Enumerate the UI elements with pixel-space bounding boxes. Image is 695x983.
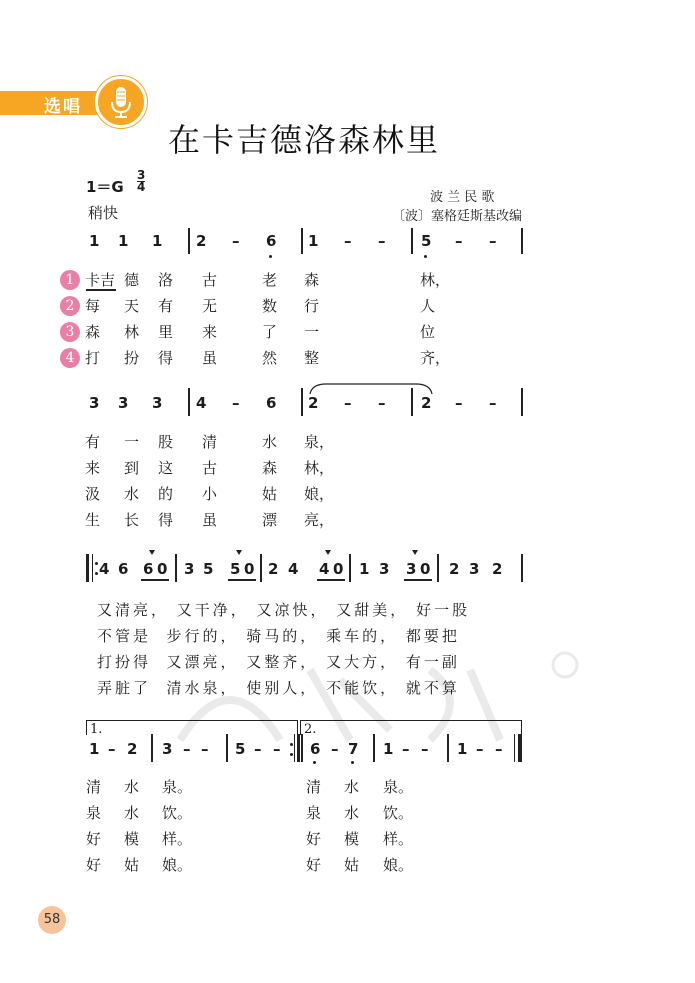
- note: 2: [421, 394, 432, 412]
- barline: [188, 388, 190, 416]
- note: –: [455, 232, 463, 250]
- microphone-icon: [95, 76, 147, 128]
- accent-mark: [236, 550, 242, 555]
- note: 6: [266, 232, 277, 250]
- note: 1: [89, 232, 100, 250]
- lyric-syllable: 一: [304, 323, 320, 341]
- lyric-syllable: 得: [158, 349, 174, 367]
- beam-underline: [86, 289, 116, 291]
- lyric-line: 不管是 步行的， 骑马的， 乘车的， 都要把: [97, 627, 460, 645]
- note: 4: [196, 394, 207, 412]
- lyric-syllable: 数: [262, 297, 278, 315]
- lyric-syllable: 有: [85, 433, 101, 451]
- note: 2: [449, 560, 460, 578]
- note: –: [495, 740, 503, 758]
- volta-label-2: 2.: [304, 722, 317, 737]
- time-bottom: 4: [137, 180, 146, 194]
- lyric-syllable: 无: [202, 297, 218, 315]
- lyric-syllable: 然: [262, 349, 278, 367]
- lyric-syllable: 水: [124, 804, 140, 822]
- lyric-syllable: 亮，: [304, 511, 335, 529]
- octave-dot: [313, 761, 316, 764]
- barline: [437, 554, 439, 582]
- note: –: [254, 740, 262, 758]
- note: –: [489, 394, 497, 412]
- barline: [175, 554, 177, 582]
- note: 3: [379, 560, 390, 578]
- song-title: 在卡吉德洛森林里: [168, 121, 441, 159]
- lyric-syllable: 行: [304, 297, 320, 315]
- lyric-line: 打扮得 又漂亮， 又整齐， 又大方， 有一副: [97, 653, 460, 671]
- note: 3: [152, 394, 163, 412]
- lyric-syllable: 娘。: [162, 856, 193, 874]
- key-signature: 1＝G: [86, 178, 124, 196]
- lyric-syllable: 姑: [344, 856, 360, 874]
- repeat-start-thin: [92, 554, 93, 582]
- lyric-syllable: 每: [85, 297, 101, 315]
- note: 3: [406, 560, 417, 578]
- lyric-syllable: 汲: [85, 485, 101, 503]
- lyric-syllable: 来: [202, 323, 218, 341]
- note: 5: [230, 560, 241, 578]
- lyric-syllable: 姑: [262, 485, 278, 503]
- note: –: [421, 740, 429, 758]
- note: 4: [99, 560, 110, 578]
- beam-underline: [228, 579, 256, 581]
- lyric-syllable: 扮: [124, 349, 140, 367]
- lyric-syllable: 模: [124, 830, 140, 848]
- note: 1: [359, 560, 370, 578]
- lyric-syllable: 森: [262, 459, 278, 477]
- note: 3: [118, 394, 129, 412]
- lyric-syllable: 水: [344, 804, 360, 822]
- note: 6: [266, 394, 277, 412]
- note: –: [455, 394, 463, 412]
- note: 3: [162, 740, 173, 758]
- barline: [301, 388, 303, 416]
- note: 2: [308, 394, 319, 412]
- publisher-watermark: [170, 640, 590, 760]
- lyric-syllable: 来: [85, 459, 101, 477]
- lyric-syllable: 小: [202, 485, 218, 503]
- tie-arc: [306, 382, 436, 396]
- note: 3: [469, 560, 480, 578]
- note: 1: [383, 740, 394, 758]
- octave-dot: [351, 761, 354, 764]
- lyric-syllable: 林，: [304, 459, 335, 477]
- lyric-syllable: 人: [420, 297, 436, 315]
- note: –: [273, 740, 281, 758]
- lyric-syllable: 清: [202, 433, 218, 451]
- note: –: [344, 232, 352, 250]
- note: 2: [127, 740, 138, 758]
- beam-underline: [141, 579, 169, 581]
- note: 1: [152, 232, 163, 250]
- repeat-start-thick: [86, 554, 89, 582]
- note: –: [402, 740, 410, 758]
- beam-underline: [404, 579, 432, 581]
- lyric-syllable: 饮。: [162, 804, 193, 822]
- barline: [521, 228, 523, 254]
- octave-dot: [95, 562, 98, 565]
- note: –: [378, 232, 386, 250]
- note: 7: [348, 740, 359, 758]
- note: 5: [203, 560, 214, 578]
- barline: [521, 554, 523, 582]
- note: 4: [319, 560, 330, 578]
- note: 3: [89, 394, 100, 412]
- barline: [301, 228, 303, 254]
- barline: [188, 228, 190, 254]
- note: 5: [421, 232, 432, 250]
- lyric-syllable: 到: [124, 459, 140, 477]
- note: 1: [308, 232, 319, 250]
- arranger-credit: 〔波〕塞格廷斯基改编: [392, 209, 523, 224]
- lyric-syllable: 得: [158, 511, 174, 529]
- beam-underline: [317, 579, 345, 581]
- lyric-syllable: 姑: [124, 856, 140, 874]
- lyric-syllable: 的: [158, 485, 174, 503]
- verse-number: 2: [60, 296, 80, 316]
- lyric-syllable: 虽: [202, 511, 218, 529]
- volta-label-1: 1.: [90, 722, 103, 737]
- lyric-syllable: 里: [158, 323, 174, 341]
- accent-mark: [149, 550, 155, 555]
- note: 2: [492, 560, 503, 578]
- lyric-syllable: 好: [86, 856, 102, 874]
- lyric-syllable: 泉: [306, 804, 322, 822]
- lyric-line: 又清亮， 又干净， 又凉快， 又甜美， 好一股: [97, 601, 471, 619]
- note: 6: [143, 560, 154, 578]
- verse-number: 4: [60, 348, 80, 368]
- note: 1: [118, 232, 129, 250]
- lyric-syllable: 古: [202, 271, 218, 289]
- origin-credit: 波 兰 民 歌: [430, 190, 495, 205]
- barline: [260, 554, 262, 582]
- lyric-syllable: 一: [124, 433, 140, 451]
- note: 1: [89, 740, 100, 758]
- note: –: [476, 740, 484, 758]
- lyric-syllable: 天: [124, 297, 140, 315]
- note: –: [232, 394, 240, 412]
- note: –: [331, 740, 339, 758]
- note: 6: [118, 560, 129, 578]
- lyric-syllable: 娘。: [383, 856, 414, 874]
- verse-number: 3: [60, 322, 80, 342]
- lyric-syllable: 水: [262, 433, 278, 451]
- page-number: 58: [38, 906, 66, 934]
- note: –: [489, 232, 497, 250]
- lyric-syllable: 水: [124, 485, 140, 503]
- lyric-syllable: 打: [85, 349, 101, 367]
- tempo-marking: 稍快: [88, 204, 119, 222]
- barline: [349, 554, 351, 582]
- lyric-syllable: 水: [124, 778, 140, 796]
- note: 2: [196, 232, 207, 250]
- lyric-syllable: 生: [85, 511, 101, 529]
- octave-dot: [424, 255, 427, 258]
- lyric-syllable: 这: [158, 459, 174, 477]
- time-signature: [137, 170, 145, 193]
- lyric-syllable: 模: [344, 830, 360, 848]
- note: –: [232, 232, 240, 250]
- note: 4: [288, 560, 299, 578]
- octave-dot: [269, 255, 272, 258]
- lyric-syllable: 有: [158, 297, 174, 315]
- note: –: [183, 740, 191, 758]
- lyric-syllable: 洛: [158, 271, 174, 289]
- accent-mark: [412, 550, 418, 555]
- lyric-syllable: 泉。: [383, 778, 414, 796]
- lyric-syllable: 古: [202, 459, 218, 477]
- lyric-syllable: 卡吉: [85, 271, 116, 289]
- lyric-syllable: 德: [124, 271, 140, 289]
- lyric-syllable: 林，: [420, 271, 451, 289]
- lyric-syllable: 好: [306, 856, 322, 874]
- lyric-syllable: 样。: [162, 830, 193, 848]
- lyric-syllable: 泉，: [304, 433, 335, 451]
- lyric-syllable: 清: [306, 778, 322, 796]
- lyric-syllable: 虽: [202, 349, 218, 367]
- note: 0: [244, 560, 255, 578]
- lyric-syllable: 水: [344, 778, 360, 796]
- barline: [411, 228, 413, 254]
- lyric-syllable: 好: [306, 830, 322, 848]
- lyric-syllable: 饮。: [383, 804, 414, 822]
- lyric-syllable: 林: [124, 323, 140, 341]
- lyric-syllable: 长: [124, 511, 140, 529]
- barline: [151, 734, 153, 762]
- note: –: [201, 740, 209, 758]
- note: –: [344, 394, 352, 412]
- lyric-syllable: 好: [86, 830, 102, 848]
- note: –: [378, 394, 386, 412]
- lyric-syllable: 森: [85, 323, 101, 341]
- lyric-syllable: 泉: [86, 804, 102, 822]
- lyric-line: 弄脏了 清水泉， 使别人， 不能饮， 就不算: [97, 679, 460, 697]
- time-top: 3: [137, 168, 146, 182]
- lyric-syllable: 位: [420, 323, 436, 341]
- note: 1: [457, 740, 468, 758]
- lyric-syllable: 清: [86, 778, 102, 796]
- barline: [521, 388, 523, 416]
- lyric-syllable: 森: [304, 271, 320, 289]
- note: 2: [268, 560, 279, 578]
- note: 3: [184, 560, 195, 578]
- lyric-syllable: 娘，: [304, 485, 335, 503]
- note: –: [108, 740, 116, 758]
- lyric-syllable: 齐，: [420, 349, 451, 367]
- section-tag: 选唱: [44, 97, 82, 117]
- lyric-syllable: 漂: [262, 511, 278, 529]
- note: 6: [310, 740, 321, 758]
- lyric-syllable: 股: [158, 433, 174, 451]
- note: 0: [333, 560, 344, 578]
- note: 5: [235, 740, 246, 758]
- lyric-syllable: 样。: [383, 830, 414, 848]
- accent-mark: [325, 550, 331, 555]
- lyric-syllable: 了: [262, 323, 278, 341]
- lyric-syllable: 整: [304, 349, 320, 367]
- note: 0: [157, 560, 168, 578]
- note: 0: [420, 560, 431, 578]
- octave-dot: [95, 572, 98, 575]
- lyric-syllable: 泉。: [162, 778, 193, 796]
- lyric-syllable: 老: [262, 271, 278, 289]
- verse-number: 1: [60, 270, 80, 290]
